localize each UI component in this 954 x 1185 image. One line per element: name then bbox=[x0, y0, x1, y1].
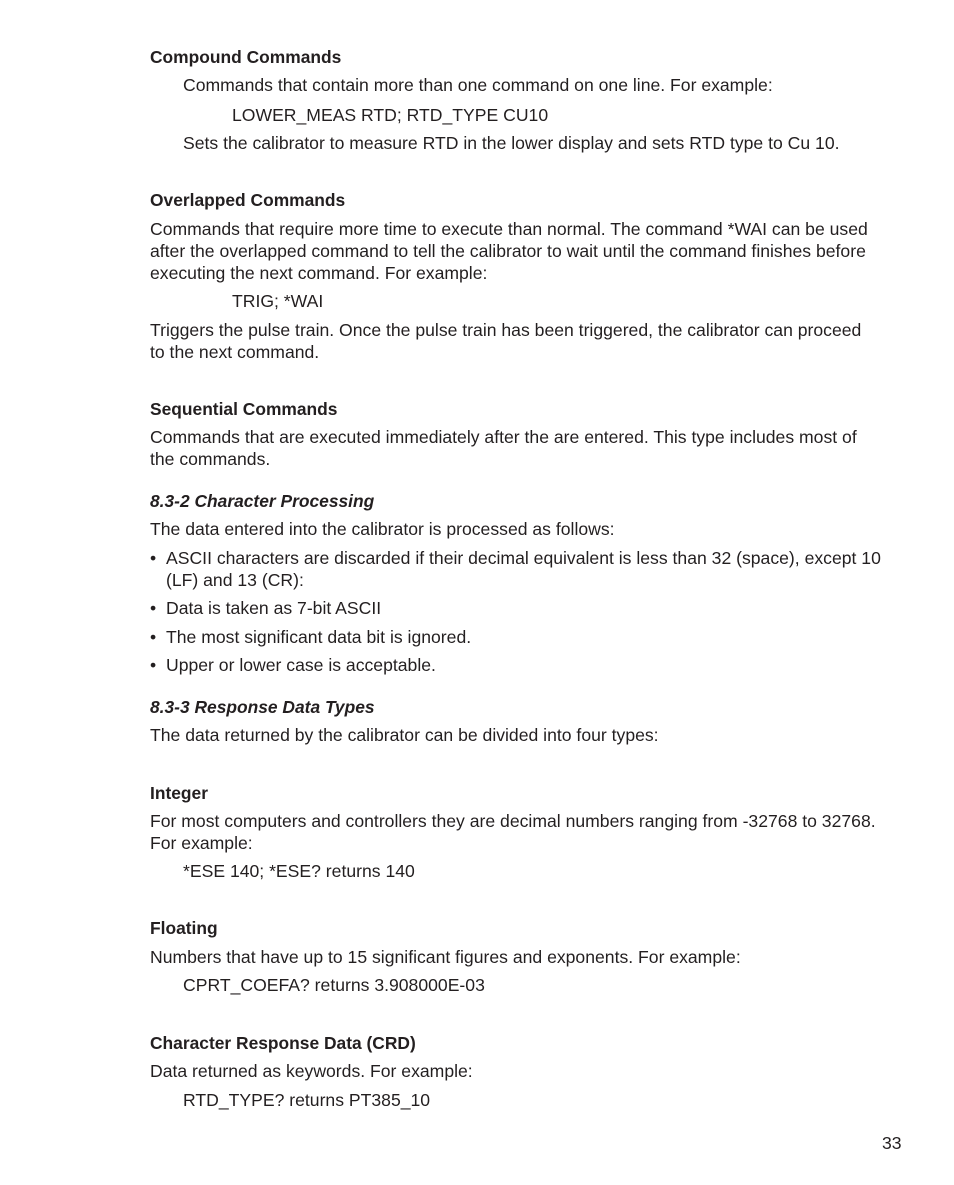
bullet-item-line: ASCII characters are discarded if their decimal equivalent is less than 32 (space), except 10 bbox=[166, 548, 881, 568]
integer-description-line: For most computers and controllers they are decimal numbers ranging from -32768 to 32768. bbox=[150, 811, 876, 831]
bullet-marker: • bbox=[150, 655, 157, 675]
compound-commands-explanation: Sets the calibrator to measure RTD in the lower display and sets RTD type to Cu 10. bbox=[183, 133, 840, 153]
floating-description: Numbers that have up to 15 significant figures and exponents. For example: bbox=[150, 947, 741, 967]
page-number: 33 bbox=[882, 1133, 902, 1153]
bullet-marker: • bbox=[150, 548, 157, 568]
overlapped-commands-description-line: after the overlapped command to tell the calibrator to wait until the command finishes before bbox=[150, 241, 866, 261]
integer-example: *ESE 140; *ESE? returns 140 bbox=[183, 861, 415, 881]
response-data-types-heading: 8.3-3 Response Data Types bbox=[150, 697, 375, 717]
response-data-types-intro: The data returned by the calibrator can be divided into four types: bbox=[150, 725, 659, 745]
character-processing-heading: 8.3-2 Character Processing bbox=[150, 491, 375, 511]
floating-example: CPRT_COEFA? returns 3.908000E-03 bbox=[183, 975, 485, 995]
bullet-item-line: The most significant data bit is ignored. bbox=[166, 627, 472, 647]
integer-heading: Integer bbox=[150, 783, 208, 803]
sequential-commands-description-line: Commands that are executed immediately after the are entered. This type includes most of bbox=[150, 427, 857, 447]
bullet-marker: • bbox=[150, 598, 157, 618]
floating-heading: Floating bbox=[150, 918, 218, 938]
overlapped-commands-heading: Overlapped Commands bbox=[150, 190, 346, 210]
overlapped-commands-explanation-line: to the next command. bbox=[150, 342, 320, 362]
compound-commands-example: LOWER_MEAS RTD; RTD_TYPE CU10 bbox=[232, 105, 549, 125]
bullet-item-line: Data is taken as 7-bit ASCII bbox=[166, 598, 382, 618]
bullet-item-line: Upper or lower case is acceptable. bbox=[166, 655, 436, 675]
sequential-commands-heading: Sequential Commands bbox=[150, 399, 338, 419]
overlapped-commands-description-line: Commands that require more time to execute than normal. The command *WAI can be used bbox=[150, 219, 868, 239]
character-processing-intro: The data entered into the calibrator is processed as follows: bbox=[150, 519, 615, 539]
compound-commands-description: Commands that contain more than one command on one line. For example: bbox=[183, 75, 773, 95]
crd-example: RTD_TYPE? returns PT385_10 bbox=[183, 1090, 431, 1110]
bullet-marker: • bbox=[150, 627, 157, 647]
overlapped-commands-example: TRIG; *WAI bbox=[232, 291, 324, 311]
sequential-commands-description-line: the commands. bbox=[150, 449, 271, 469]
compound-commands-heading: Compound Commands bbox=[150, 47, 342, 67]
overlapped-commands-explanation-line: Triggers the pulse train. Once the pulse train has been triggered, the calibrator can proceed bbox=[150, 320, 862, 340]
integer-description-line: For example: bbox=[150, 833, 253, 853]
bullet-item-line: (LF) and 13 (CR): bbox=[166, 570, 304, 590]
crd-description: Data returned as keywords. For example: bbox=[150, 1061, 473, 1081]
crd-heading: Character Response Data (CRD) bbox=[150, 1033, 416, 1053]
overlapped-commands-description-line: executing the next command. For example: bbox=[150, 263, 488, 283]
